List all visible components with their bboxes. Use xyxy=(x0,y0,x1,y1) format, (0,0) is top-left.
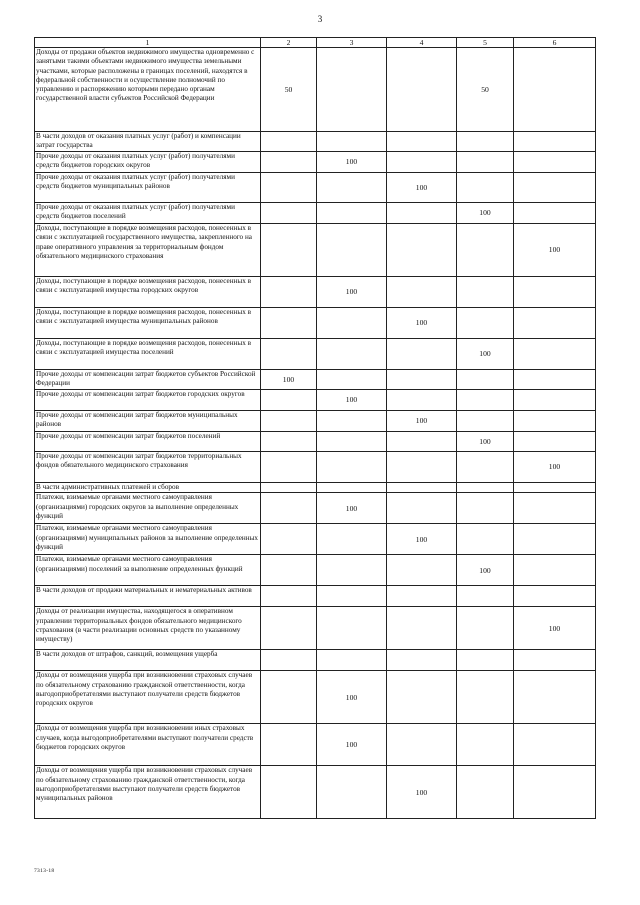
percent-cell-col3 xyxy=(317,411,387,432)
percent-cell-col2 xyxy=(261,524,317,555)
percent-cell-col3 xyxy=(317,766,387,819)
table-row xyxy=(35,432,596,452)
percent-cell-col2 xyxy=(261,339,317,370)
table-row xyxy=(35,308,596,339)
percent-cell-col6 xyxy=(514,370,596,390)
percent-cell-col4: 100 xyxy=(387,308,457,339)
percent-cell-col6 xyxy=(514,493,596,524)
table-row xyxy=(35,724,596,766)
revenue-description-cell: Платежи, взимаемые органами местного самоуправления (организациями) муниципальных районов за выполнение определенных функций xyxy=(35,524,261,555)
percent-cell-col4 xyxy=(387,132,457,152)
table-row xyxy=(35,524,596,555)
percent-cell-col5: 50 xyxy=(457,48,514,132)
revenue-description-cell: Прочие доходы от оказания платных услуг (работ) получателями средств бюджетов поселений xyxy=(35,203,261,224)
percent-cell-col2 xyxy=(261,650,317,671)
table-row xyxy=(35,48,596,132)
percent-cell-col4 xyxy=(387,277,457,308)
percent-cell-col6 xyxy=(514,308,596,339)
table-row xyxy=(35,586,596,607)
percent-cell-col3: 100 xyxy=(317,724,387,766)
percent-cell-col2 xyxy=(261,308,317,339)
percent-cell-col3: 100 xyxy=(317,390,387,411)
revenue-description-cell: Доходы от реализации имущества, находящегося в оперативном управлении территориальных фондов обязательного медицинского страхования (в части реализации основных средств по указанному имуществу) xyxy=(35,607,261,650)
table-header-row xyxy=(35,38,596,48)
column-header-4: 4 xyxy=(387,38,457,48)
percent-cell-col4 xyxy=(387,432,457,452)
percent-cell-col4 xyxy=(387,555,457,586)
percent-cell-col4 xyxy=(387,452,457,483)
revenue-description-cell: Прочие доходы от компенсации затрат бюджетов субъектов Российской Федерации xyxy=(35,370,261,390)
percent-cell-col6 xyxy=(514,173,596,203)
percent-cell-col5 xyxy=(457,452,514,483)
percent-cell-col5 xyxy=(457,411,514,432)
percent-cell-col5 xyxy=(457,483,514,493)
revenue-description-cell: Доходы от возмещения ущерба при возникновении иных страховых случаев, когда выгодоприобретателями выступают получатели средств бюджетов городских округов xyxy=(35,724,261,766)
percent-cell-col5 xyxy=(457,224,514,277)
percent-cell-col6: 100 xyxy=(514,224,596,277)
percent-cell-col4 xyxy=(387,671,457,724)
percent-cell-col6 xyxy=(514,766,596,819)
percent-cell-col4: 100 xyxy=(387,766,457,819)
percent-cell-col6 xyxy=(514,132,596,152)
percent-cell-col4: 100 xyxy=(387,173,457,203)
revenue-description-cell: Платежи, взимаемые органами местного самоуправления (организациями) поселений за выполнение определенных функций xyxy=(35,555,261,586)
percent-cell-col4 xyxy=(387,724,457,766)
table-row xyxy=(35,203,596,224)
percent-cell-col4 xyxy=(387,390,457,411)
revenue-description-cell: Прочие доходы от компенсации затрат бюджетов поселений xyxy=(35,432,261,452)
percent-cell-col6 xyxy=(514,483,596,493)
revenue-description-cell: В части доходов от оказания платных услуг (работ) и компенсации затрат государства xyxy=(35,132,261,152)
percent-cell-col6 xyxy=(514,432,596,452)
percent-cell-col5 xyxy=(457,493,514,524)
percent-cell-col4 xyxy=(387,650,457,671)
percent-cell-col5 xyxy=(457,650,514,671)
percent-cell-col6 xyxy=(514,411,596,432)
percent-cell-col6 xyxy=(514,586,596,607)
percent-cell-col3 xyxy=(317,203,387,224)
revenue-description-cell: Доходы, поступающие в порядке возмещения расходов, понесенных в связи с эксплуатацией имущества муниципальных районов xyxy=(35,308,261,339)
percent-cell-col4: 100 xyxy=(387,524,457,555)
percent-cell-col2 xyxy=(261,152,317,173)
percent-cell-col3 xyxy=(317,339,387,370)
percent-cell-col4: 100 xyxy=(387,411,457,432)
percent-cell-col3 xyxy=(317,555,387,586)
revenue-description-cell: Доходы, поступающие в порядке возмещения расходов, понесенных в связи с эксплуатацией имущества городских округов xyxy=(35,277,261,308)
percent-cell-col5 xyxy=(457,173,514,203)
percent-cell-col2 xyxy=(261,390,317,411)
percent-cell-col4 xyxy=(387,586,457,607)
revenue-description-cell: Доходы от продажи объектов недвижимого имущества одновременно с занятыми такими объектами недвижимого имущества земельными участками, которые расположены в границах поселений, находятся в федеральной собственности и осуществление полномочий по управлению и распоряжению которыми передано органам государственной власти субъектов Российской Федерации xyxy=(35,48,261,132)
percent-cell-col2 xyxy=(261,452,317,483)
percent-cell-col3: 100 xyxy=(317,493,387,524)
percent-cell-col2 xyxy=(261,607,317,650)
percent-cell-col2 xyxy=(261,766,317,819)
column-header-6: 6 xyxy=(514,38,596,48)
percent-cell-col4 xyxy=(387,370,457,390)
percent-cell-col5 xyxy=(457,724,514,766)
percent-cell-col6 xyxy=(514,339,596,370)
percent-cell-col3 xyxy=(317,370,387,390)
table-row xyxy=(35,152,596,173)
percent-cell-col5 xyxy=(457,152,514,173)
table-row xyxy=(35,277,596,308)
percent-cell-col6 xyxy=(514,524,596,555)
percent-cell-col2 xyxy=(261,671,317,724)
percent-cell-col2 xyxy=(261,277,317,308)
table-row xyxy=(35,132,596,152)
percent-cell-col3 xyxy=(317,524,387,555)
table-row xyxy=(35,339,596,370)
percent-cell-col5 xyxy=(457,524,514,555)
percent-cell-col6 xyxy=(514,555,596,586)
percent-cell-col2 xyxy=(261,203,317,224)
percent-cell-col2 xyxy=(261,224,317,277)
revenue-distribution-table xyxy=(34,37,596,819)
table-row xyxy=(35,390,596,411)
table-row xyxy=(35,452,596,483)
table-row xyxy=(35,650,596,671)
percent-cell-col5 xyxy=(457,308,514,339)
percent-cell-col4 xyxy=(387,152,457,173)
percent-cell-col3 xyxy=(317,483,387,493)
revenue-description-cell: Доходы, поступающие в порядке возмещения расходов, понесенных в связи с эксплуатацией имущества поселений xyxy=(35,339,261,370)
percent-cell-col6 xyxy=(514,203,596,224)
percent-cell-col3 xyxy=(317,308,387,339)
percent-cell-col3: 100 xyxy=(317,152,387,173)
percent-cell-col6 xyxy=(514,671,596,724)
table-row xyxy=(35,493,596,524)
percent-cell-col4 xyxy=(387,224,457,277)
percent-cell-col3 xyxy=(317,452,387,483)
column-header-2: 2 xyxy=(261,38,317,48)
table-row xyxy=(35,671,596,724)
percent-cell-col2 xyxy=(261,555,317,586)
percent-cell-col3 xyxy=(317,586,387,607)
table-row xyxy=(35,370,596,390)
table-row xyxy=(35,766,596,819)
percent-cell-col4 xyxy=(387,48,457,132)
percent-cell-col5 xyxy=(457,277,514,308)
percent-cell-col6 xyxy=(514,724,596,766)
percent-cell-col3 xyxy=(317,432,387,452)
percent-cell-col6 xyxy=(514,390,596,411)
percent-cell-col2 xyxy=(261,493,317,524)
revenue-description-cell: Прочие доходы от оказания платных услуг (работ) получателями средств бюджетов муниципальных районов xyxy=(35,173,261,203)
percent-cell-col3 xyxy=(317,173,387,203)
column-header-3: 3 xyxy=(317,38,387,48)
percent-cell-col4 xyxy=(387,607,457,650)
percent-cell-col4 xyxy=(387,339,457,370)
revenue-description-cell: В части доходов от продажи материальных и нематериальных активов xyxy=(35,586,261,607)
revenue-description-cell: Доходы, поступающие в порядке возмещения расходов, понесенных в связи с эксплуатацией государственного имущества, закрепленного на праве оперативного управления за территориальным фондом обязательного медицинского страхования xyxy=(35,224,261,277)
revenue-description-cell: Прочие доходы от компенсации затрат бюджетов городских округов xyxy=(35,390,261,411)
percent-cell-col3 xyxy=(317,224,387,277)
percent-cell-col6: 100 xyxy=(514,452,596,483)
percent-cell-col6 xyxy=(514,152,596,173)
table-row xyxy=(35,607,596,650)
percent-cell-col4 xyxy=(387,483,457,493)
revenue-description-cell: Прочие доходы от компенсации затрат бюджетов муниципальных районов xyxy=(35,411,261,432)
footer-code: 7313-18 xyxy=(34,868,55,874)
percent-cell-col5 xyxy=(457,766,514,819)
percent-cell-col5 xyxy=(457,390,514,411)
revenue-description-cell: Платежи, взимаемые органами местного самоуправления (организациями) городских округов за выполнение определенных функций xyxy=(35,493,261,524)
percent-cell-col6: 100 xyxy=(514,607,596,650)
percent-cell-col2 xyxy=(261,724,317,766)
percent-cell-col5 xyxy=(457,370,514,390)
revenue-description-cell: В части административных платежей и сборов xyxy=(35,483,261,493)
percent-cell-col5: 100 xyxy=(457,339,514,370)
table-row xyxy=(35,411,596,432)
percent-cell-col5 xyxy=(457,607,514,650)
revenue-description-cell: В части доходов от штрафов, санкций, возмещения ущерба xyxy=(35,650,261,671)
revenue-description-cell: Доходы от возмещения ущерба при возникновении страховых случаев по обязательному страхованию гражданской ответственности, когда выгодоприобретателями выступают получатели средств бюджетов муниципальных районов xyxy=(35,766,261,819)
percent-cell-col3 xyxy=(317,607,387,650)
percent-cell-col5: 100 xyxy=(457,203,514,224)
percent-cell-col2: 50 xyxy=(261,48,317,132)
column-header-1: 1 xyxy=(35,38,261,48)
revenue-description-cell: Доходы от возмещения ущерба при возникновении страховых случаев по обязательному страхованию гражданской ответственности, когда выгодоприобретателями выступают получатели средств бюджетов городских округов xyxy=(35,671,261,724)
table-row xyxy=(35,555,596,586)
percent-cell-col6 xyxy=(514,650,596,671)
table-row xyxy=(35,173,596,203)
percent-cell-col6 xyxy=(514,277,596,308)
percent-cell-col4 xyxy=(387,493,457,524)
table-row xyxy=(35,483,596,493)
percent-cell-col3 xyxy=(317,650,387,671)
percent-cell-col2 xyxy=(261,483,317,493)
percent-cell-col2 xyxy=(261,132,317,152)
revenue-description-cell: Прочие доходы от оказания платных услуг (работ) получателями средств бюджетов городских округов xyxy=(35,152,261,173)
percent-cell-col2 xyxy=(261,173,317,203)
page-number: 3 xyxy=(317,14,323,24)
percent-cell-col2 xyxy=(261,432,317,452)
percent-cell-col5: 100 xyxy=(457,555,514,586)
percent-cell-col3 xyxy=(317,48,387,132)
percent-cell-col2 xyxy=(261,586,317,607)
revenue-description-cell: Прочие доходы от компенсации затрат бюджетов территориальных фондов обязательного медицинского страхования xyxy=(35,452,261,483)
percent-cell-col5 xyxy=(457,586,514,607)
percent-cell-col5 xyxy=(457,132,514,152)
percent-cell-col3 xyxy=(317,132,387,152)
column-header-5: 5 xyxy=(457,38,514,48)
percent-cell-col2: 100 xyxy=(261,370,317,390)
percent-cell-col3: 100 xyxy=(317,671,387,724)
percent-cell-col5: 100 xyxy=(457,432,514,452)
percent-cell-col5 xyxy=(457,671,514,724)
table-row xyxy=(35,224,596,277)
percent-cell-col2 xyxy=(261,411,317,432)
percent-cell-col3: 100 xyxy=(317,277,387,308)
percent-cell-col4 xyxy=(387,203,457,224)
percent-cell-col6 xyxy=(514,48,596,132)
